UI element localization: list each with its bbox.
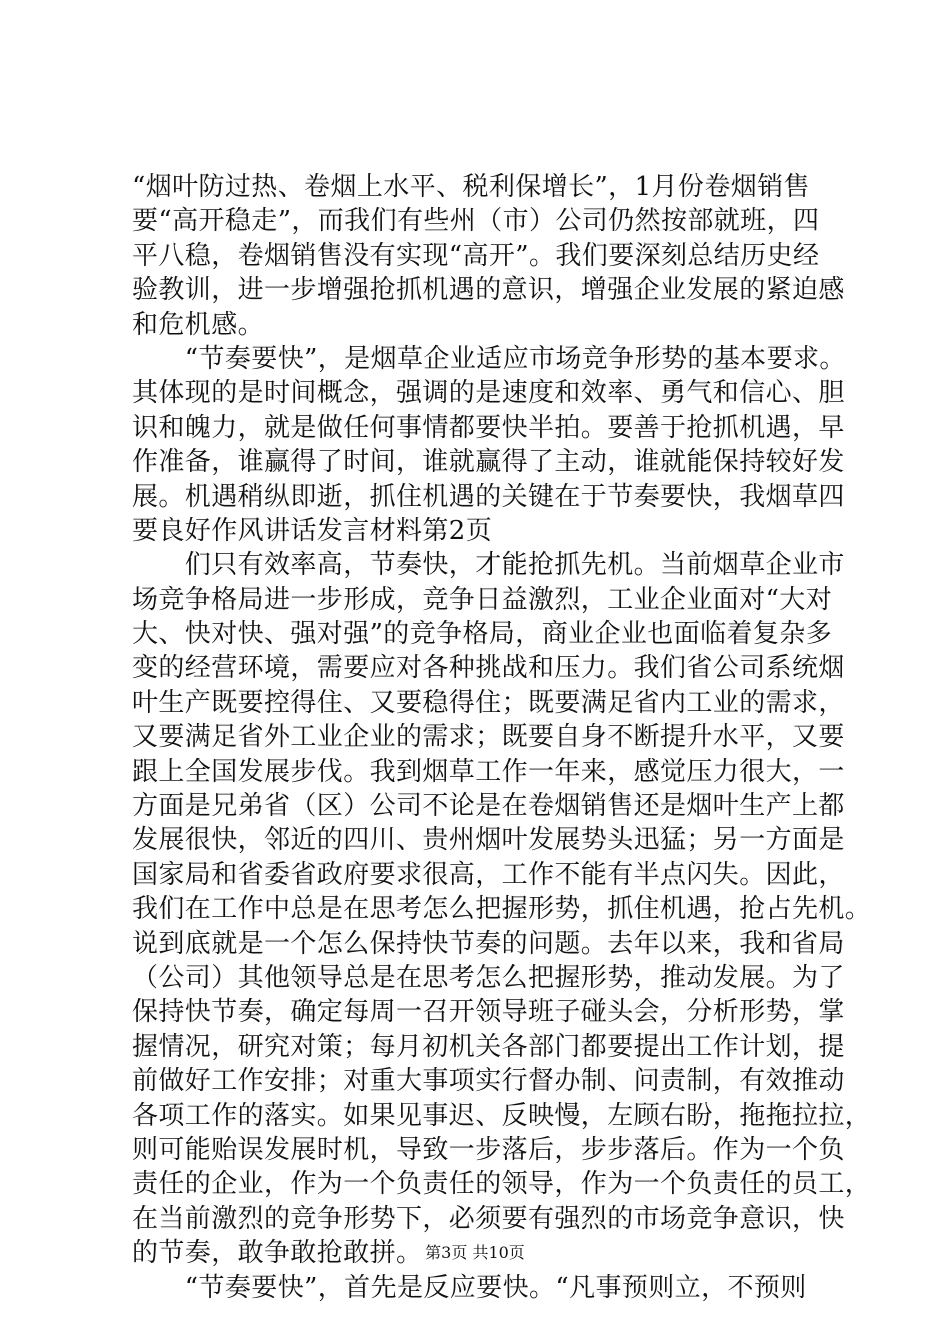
text-line: 跟上全国发展步伐。我到烟草工作一年来，感觉压力很大，一 [132,756,845,787]
text-line: “节奏要快”，首先是反应要快。“凡事预则立，不预则 [132,1272,807,1303]
text-line: 的节奏，敢争敢抢敢拼。 [132,1238,423,1269]
text-line: 验教训，进一步增强抢抓机遇的意识，增强企业发展的紧迫感 [132,275,845,306]
text-line: 叶生产既要控得住、又要稳得住；既要满足省内工业的需求， [132,687,845,718]
text-line: 发展很快，邻近的四川、贵州烟叶发展势头迅猛；另一方面是 [132,825,845,856]
body-text [132,170,872,1305]
text-line: （公司）其他领导总是在思考怎么把握形势，推动发展。为了 [132,962,845,993]
text-line: “节奏要快”，是烟草企业适应市场竞争形势的基本要求。 [132,343,846,374]
text-line: 握情况，研究对策；每月初机关各部门都要提出工作计划，提 [132,1031,845,1062]
page-footer: 第3页 共10页 [425,1243,525,1262]
text-line: “烟叶防过热、卷烟上水平、税利保增长”，1月份卷烟销售 [132,172,810,202]
text-line: 保持快节奏，确定每周一召开领导班子碰头会，分析形势，掌 [132,997,845,1028]
text-line: 识和魄力，就是做任何事情都要快半拍。要善于抢抓机遇，早 [132,412,845,443]
text-line: 说到底就是一个怎么保持快节奏的问题。去年以来，我和省局 [132,928,845,959]
text-line: 要“高开稳走”，而我们有些州（市）公司仍然按部就班，四 [132,206,820,237]
text-line: 各项工作的落实。如果见事迟、反映慢，左顾右盼，拖拖拉拉， [132,1100,872,1131]
text-line: 作准备，谁赢得了时间，谁就赢得了主动，谁就能保持较好发 [132,447,845,478]
text-line: 方面是兄弟省（区）公司不论是在卷烟销售还是烟叶生产上都 [132,791,845,822]
text-line: 责任的企业，作为一个负责任的领导，作为一个负责任的员工， [132,1169,872,1200]
text-line: 场竞争格局进一步形成，竞争日益激烈，工业企业面对“大对 [132,584,833,615]
text-line: 国家局和省委省政府要求很高，工作不能有半点闪失。因此， [132,859,845,890]
text-line: 和危机感。 [132,309,265,340]
text-line: 要良好作风讲话发言材料第2页 [132,515,493,546]
text-line: 展。机遇稍纵即逝，抓住机遇的关键在于节奏要快，我烟草四 [132,481,845,512]
text-line: 在当前激烈的竞争形势下，必须要有强烈的市场竞争意识，快 [132,1203,845,1234]
text-line: 其体现的是时间概念，强调的是速度和效率、勇气和信心、胆 [132,378,845,409]
text-line: 前做好工作安排；对重大事项实行督办制、问责制，有效推动 [132,1066,845,1097]
text-line: 则可能贻误发展时机，导致一步落后，步步落后。作为一个负 [132,1134,845,1165]
text-line: 变的经营环境，需要应对各种挑战和压力。我们省公司系统烟 [132,653,845,684]
text-line: 们只有效率高，节奏快，才能抢抓先机。当前烟草企业市 [132,550,845,581]
text-line: 我们在工作中总是在思考怎么把握形势，抓住机遇，抢占先机。 [132,894,872,925]
text-line: 平八稳，卷烟销售没有实现“高开”。我们要深刻总结历史经 [132,240,820,271]
text-line: 大、快对快、强对强”的竞争格局，商业企业也面临着复杂多 [132,619,833,650]
text-line: 又要满足省外工业企业的需求；既要自身不断提升水平，又要 [132,722,845,753]
